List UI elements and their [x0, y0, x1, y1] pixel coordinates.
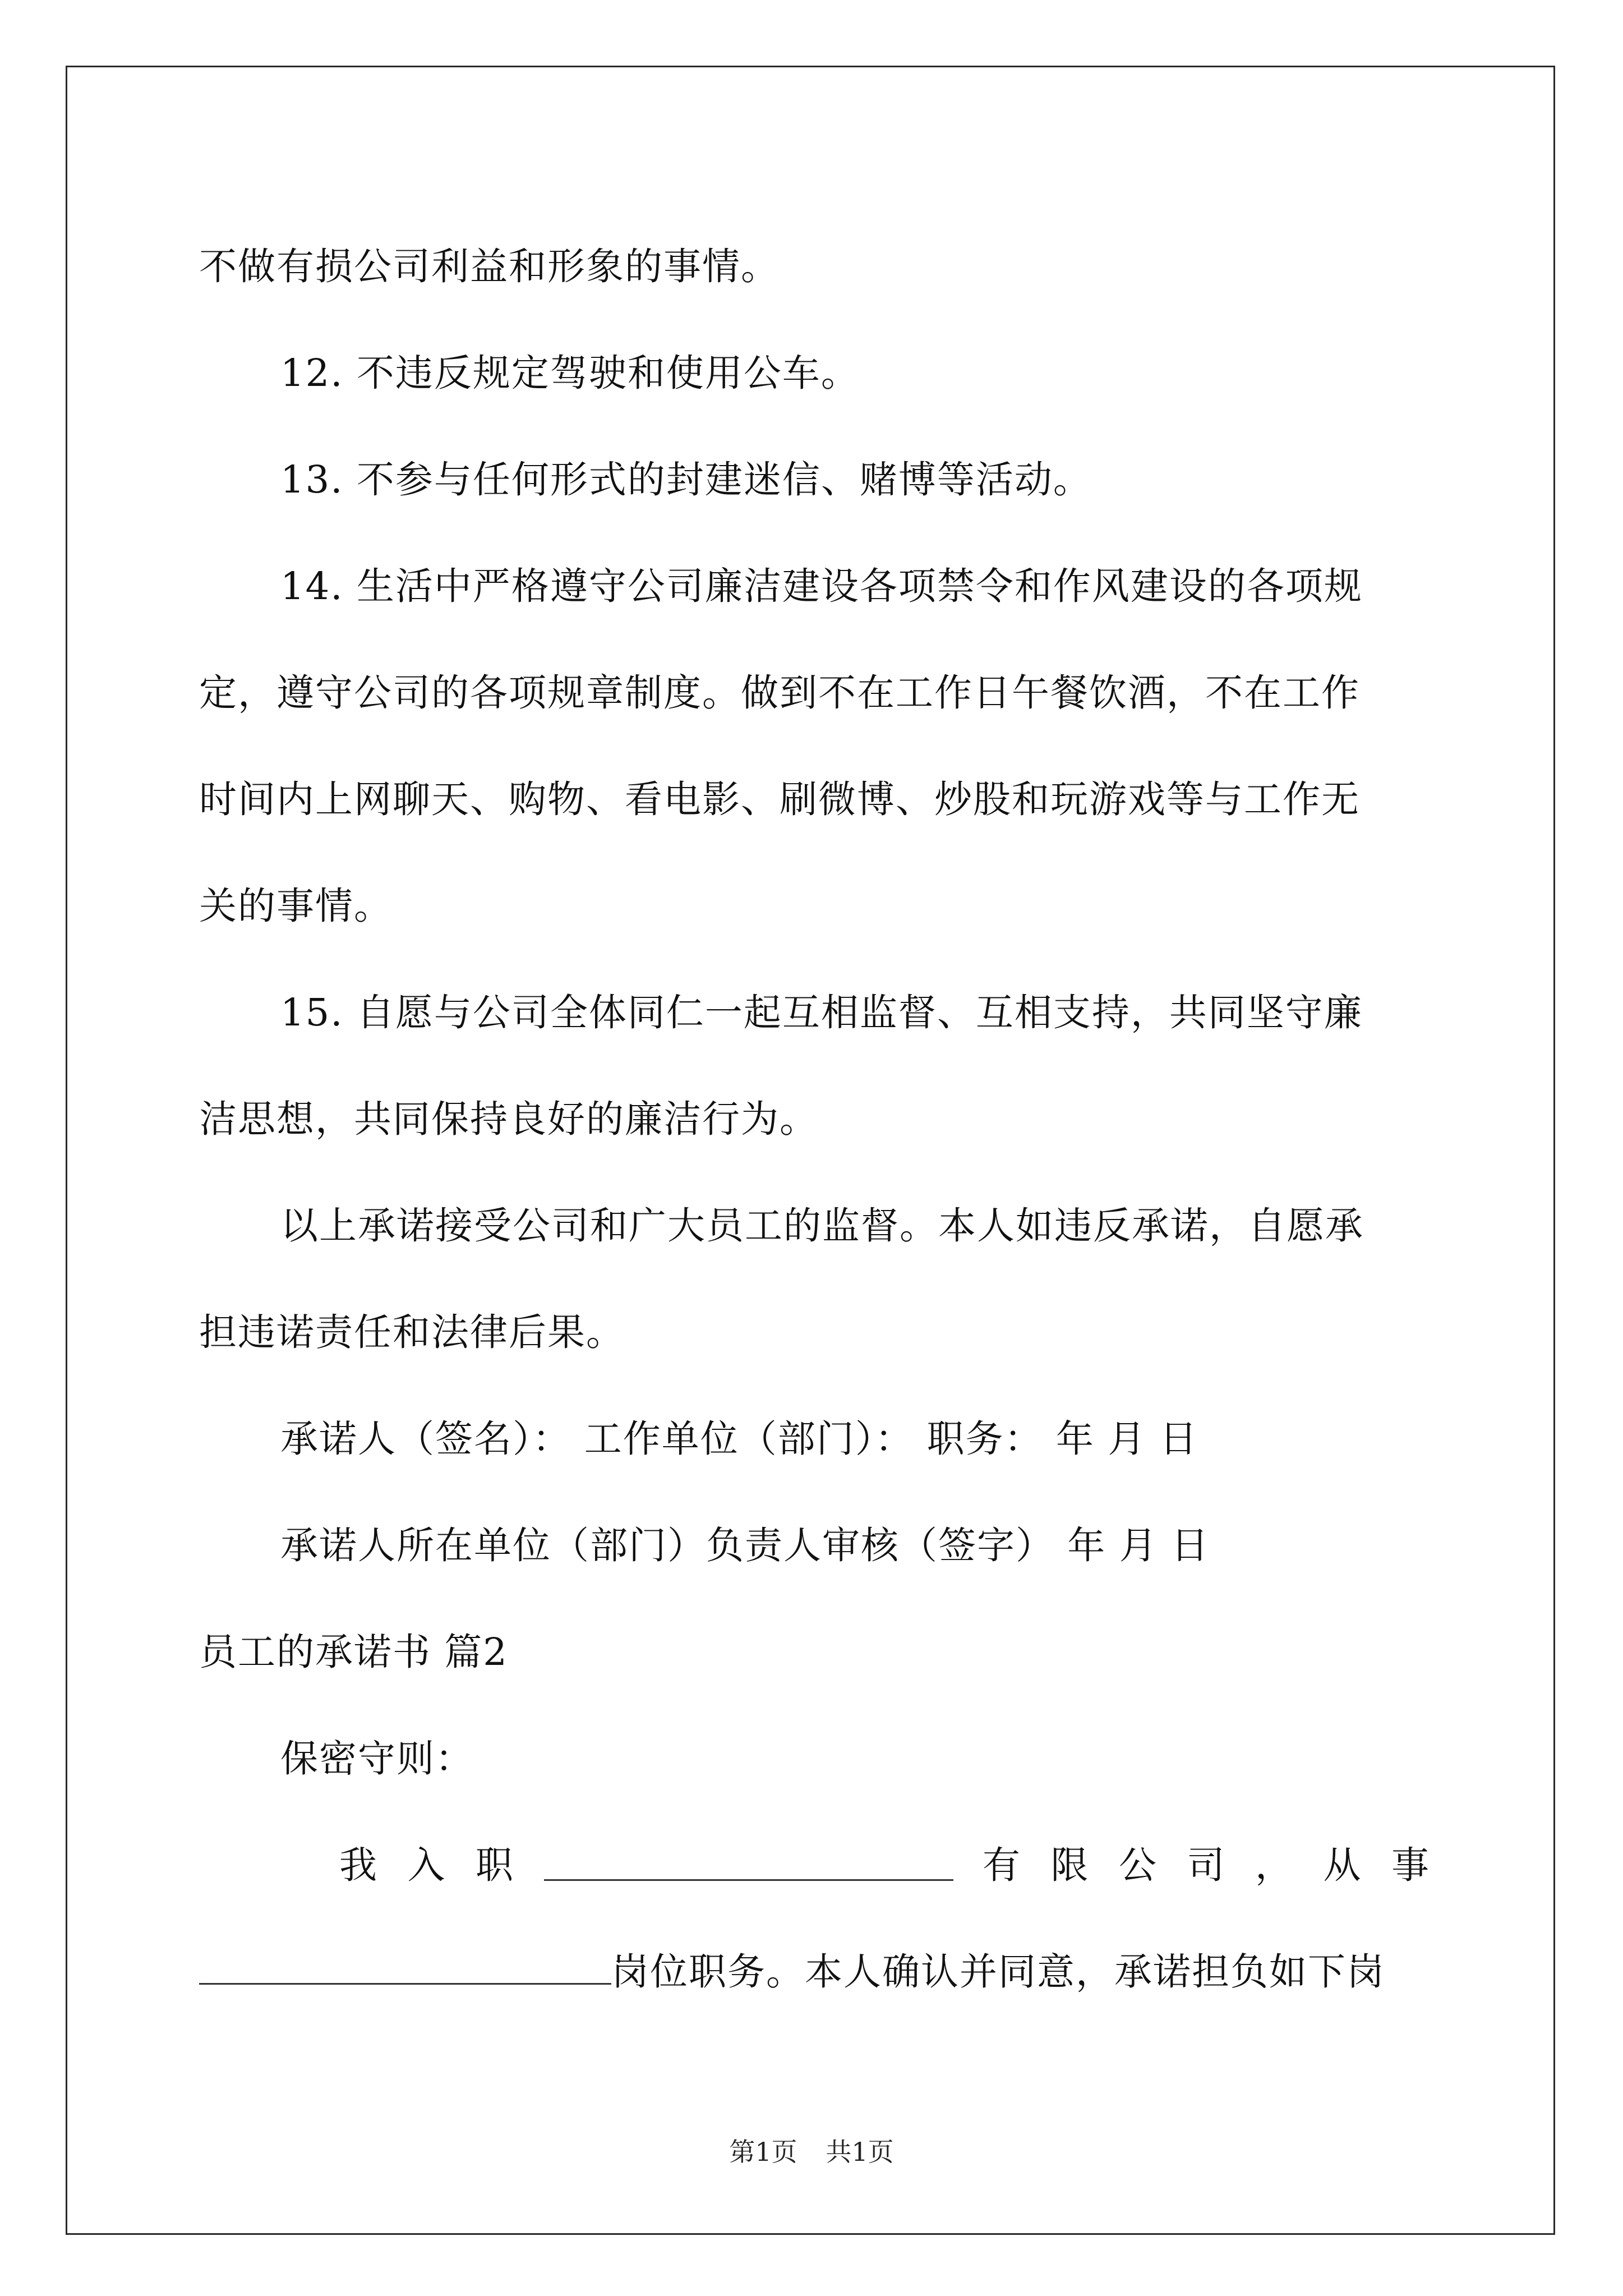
- position-blank: [199, 1954, 611, 1985]
- section-subheading: 保密守则：: [280, 1737, 474, 1780]
- paragraph-line: 14. 生活中严格遵守公司廉洁建设各项禁令和作风建设的各项规: [280, 564, 1363, 608]
- company-name-blank: [544, 1850, 953, 1881]
- paragraph-line: 洁思想，共同保持良好的廉洁行为。: [199, 1097, 818, 1141]
- paragraph-line: 不做有损公司利益和形象的事情。: [199, 245, 780, 288]
- page-total: 共1页: [826, 2137, 894, 2167]
- document-body: [199, 213, 1430, 2025]
- paragraph-line: 以上承诺接受公司和广大员工的监督。本人如违反承诺，自愿承: [280, 1204, 1364, 1248]
- page-number: 第1页: [729, 2137, 797, 2167]
- char: 有: [983, 1843, 1021, 1887]
- paragraph-line: 13. 不参与任何形式的封建迷信、赌博等活动。: [280, 458, 1092, 501]
- section-heading: 员工的承诺书 篇2: [199, 1630, 508, 1674]
- paragraph-line: 定，遵守公司的各项规章制度。做到不在工作日午餐饮酒，不在工作: [199, 671, 1360, 715]
- char: 事: [1391, 1843, 1430, 1887]
- paragraph-line: 12. 不违反规定驾驶和使用公车。: [280, 351, 860, 395]
- employment-line: [199, 1812, 1430, 1918]
- char: 限: [1050, 1843, 1090, 1887]
- paragraph-line: 担违诺责任和法律后果。: [199, 1310, 625, 1354]
- char: 公: [1119, 1843, 1158, 1887]
- review-line: 承诺人所在单位（部门）负责人审核（签字） 年 月 日: [280, 1524, 1210, 1567]
- position-line: [199, 1918, 1430, 2025]
- paragraph-line: 关的事情。: [199, 884, 393, 928]
- char: 司: [1187, 1843, 1226, 1887]
- paragraph-line: 时间内上网聊天、购物、看电影、刷微博、炒股和玩游戏等与工作无: [199, 777, 1360, 821]
- char: 入: [407, 1843, 446, 1887]
- char: 我: [339, 1843, 378, 1887]
- char: 从: [1323, 1843, 1362, 1887]
- page-footer: [0, 2132, 1623, 2169]
- signature-line: 承诺人（签名）： 工作单位（部门）： 职务： 年 月 日: [280, 1417, 1198, 1461]
- position-text: 岗位职务。本人确认并同意，承诺担负如下岗: [611, 1950, 1385, 1994]
- char: 职: [476, 1843, 514, 1887]
- char: ，: [1255, 1843, 1294, 1887]
- paragraph-line: 15. 自愿与公司全体同仁一起互相监督、互相支持，共同坚守廉: [280, 991, 1363, 1034]
